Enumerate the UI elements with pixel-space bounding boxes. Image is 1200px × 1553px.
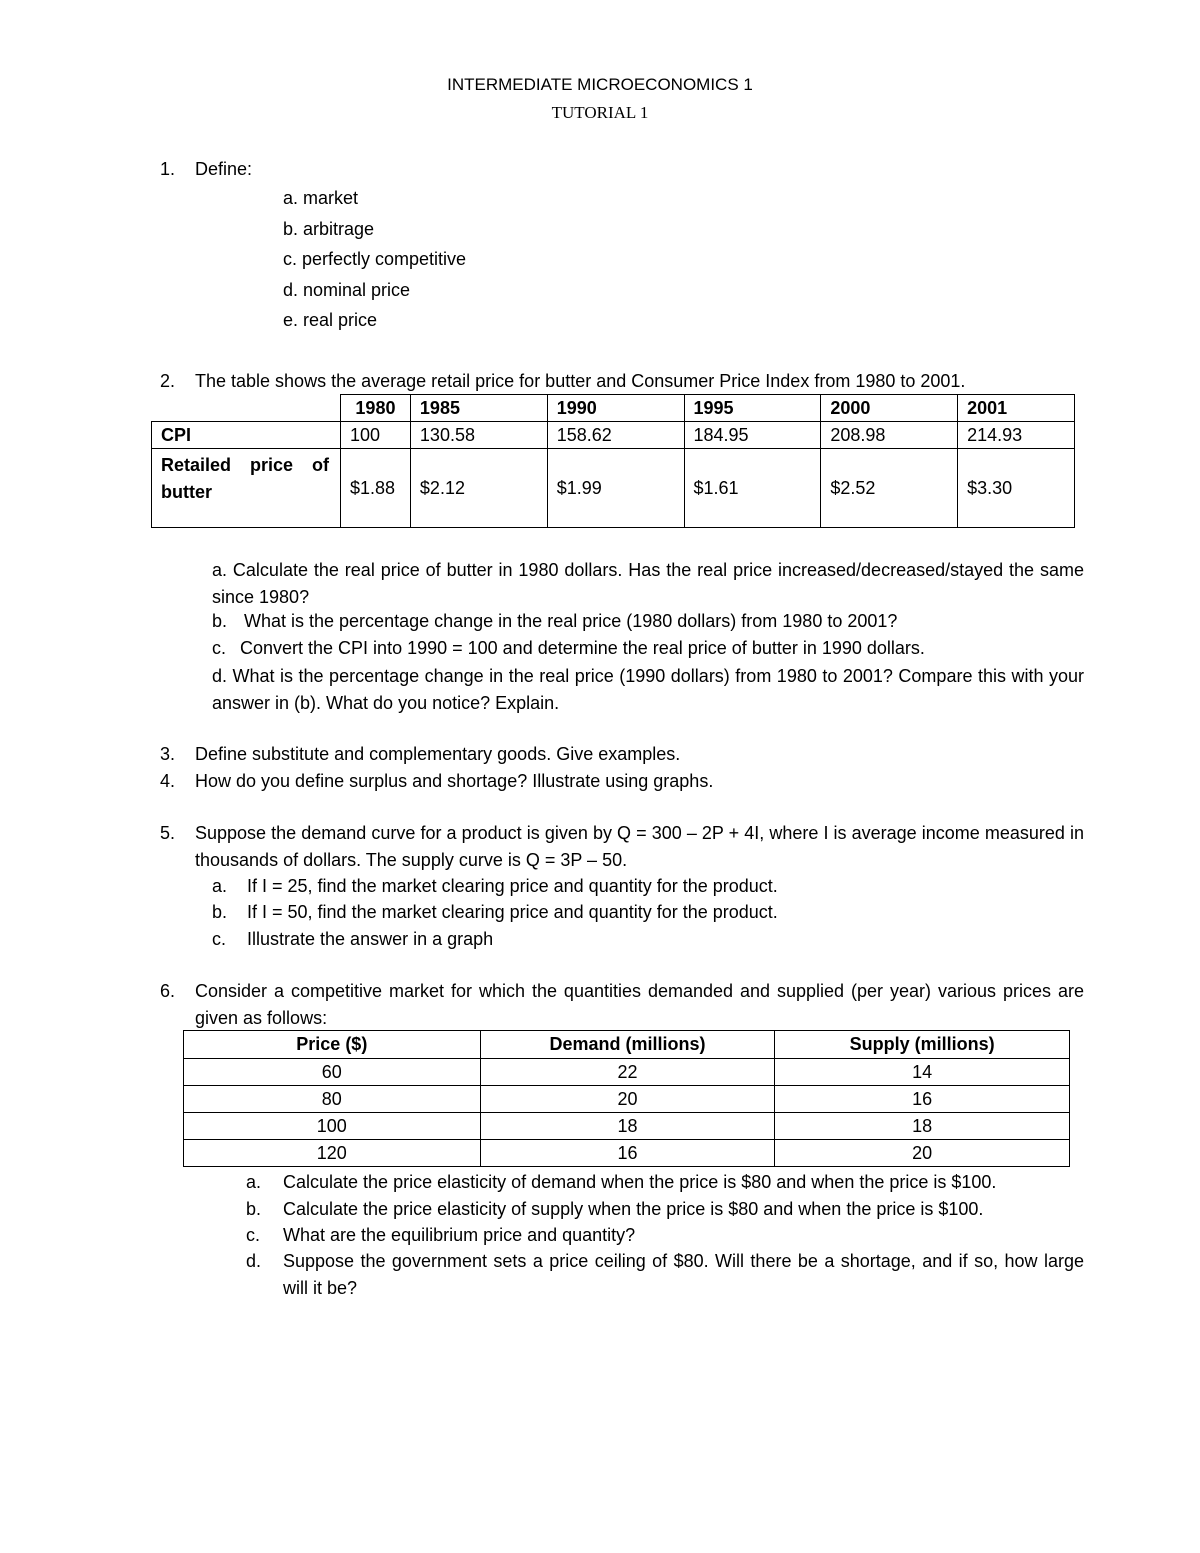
year-cell: 2001 — [958, 395, 1075, 422]
question-6-part-d: Suppose the government sets a price ceiling of $80. Will there be a shortage, and if so, how large will it be? — [283, 1251, 1084, 1298]
question-6-part-b: Calculate the price elasticity of supply when the price is $80 and when the price is $100. — [283, 1199, 984, 1219]
year-cell: 1985 — [410, 395, 547, 422]
question-6-text: Consider a competitive market for which the quantities demanded and supplied (per year) various prices are given as follows: — [195, 981, 1084, 1028]
supply-cell: 14 — [775, 1059, 1070, 1086]
question-2-part-c-label: c. — [212, 638, 227, 658]
year-cell: 1990 — [547, 395, 684, 422]
question-3-number: 3. — [160, 744, 176, 764]
question-6-part-c: What are the equilibrium price and quantity? — [283, 1225, 636, 1245]
question-5-part-c: Illustrate the answer in a graph — [247, 929, 494, 949]
question-2-part-c: Convert the CPI into 1990 = 100 and determine the real price of butter in 1990 dollars. — [240, 638, 925, 658]
header-demand: Demand (millions) — [480, 1031, 775, 1059]
cpi-cell: 208.98 — [821, 422, 958, 449]
price-cell: 100 — [184, 1113, 481, 1140]
table-row — [184, 1059, 1070, 1086]
header-supply: Supply (millions) — [775, 1031, 1070, 1059]
butter-price-cell: $1.88 — [340, 449, 410, 528]
price-cell: 60 — [184, 1059, 481, 1086]
question-1-item-a: a. market — [283, 188, 359, 208]
butter-price-cell: $1.99 — [547, 449, 684, 528]
page-title: INTERMEDIATE MICROECONOMICS 1 — [447, 75, 753, 94]
cpi-butter-table — [151, 394, 1075, 528]
question-5-text: Suppose the demand curve for a product is given by Q = 300 – 2P + 4I, where I is average income measured in thousands of dollars. The supply curve is Q = 3P – 50. — [195, 823, 1084, 870]
price-cell: 80 — [184, 1086, 481, 1113]
table-header-row — [152, 395, 1075, 422]
table-header-row — [184, 1031, 1070, 1059]
cpi-cell: 100 — [340, 422, 410, 449]
question-2-number: 2. — [160, 371, 176, 391]
question-2-part-b-label: b. — [212, 611, 228, 631]
page-subtitle: TUTORIAL 1 — [551, 103, 649, 122]
question-6-part-d-label: d. — [246, 1251, 262, 1271]
supply-cell: 18 — [775, 1113, 1070, 1140]
demand-supply-table — [183, 1030, 1070, 1167]
question-6-part-a-label: a. — [246, 1172, 262, 1192]
question-1-item-e: e. real price — [283, 310, 378, 330]
demand-cell: 16 — [480, 1140, 775, 1167]
question-2-part-d: d. What is the percentage change in the real price (1990 dollars) from 1980 to 2001? Compare this with your answer in (b). What do you notice? Explain. — [212, 666, 1084, 713]
table-corner-cell — [152, 395, 341, 422]
price-cell: 120 — [184, 1140, 481, 1167]
question-4-number: 4. — [160, 771, 176, 791]
question-5-part-a-label: a. — [212, 876, 228, 896]
table-row — [184, 1140, 1070, 1167]
cpi-cell: 214.93 — [958, 422, 1075, 449]
question-5-part-a: If I = 25, find the market clearing price and quantity for the product. — [247, 876, 778, 896]
cpi-row — [152, 422, 1075, 449]
question-3-text: Define substitute and complementary goods. Give examples. — [195, 744, 681, 764]
butter-price-label — [152, 449, 341, 528]
cpi-label: CPI — [152, 422, 341, 449]
supply-cell: 20 — [775, 1140, 1070, 1167]
butter-price-label-line1: Retailed price of — [161, 455, 329, 475]
cpi-cell: 158.62 — [547, 422, 684, 449]
question-2-text: The table shows the average retail price for butter and Consumer Price Index from 1980 to 2001. — [195, 371, 966, 391]
question-6-part-c-label: c. — [246, 1225, 261, 1245]
butter-price-row — [152, 449, 1075, 528]
question-6-part-b-label: b. — [246, 1199, 262, 1219]
question-6-part-a: Calculate the price elasticity of demand when the price is $80 and when the price is $100. — [283, 1172, 997, 1192]
question-5-part-b: If I = 50, find the market clearing price and quantity for the product. — [247, 902, 778, 922]
table-row — [184, 1086, 1070, 1113]
year-cell: 2000 — [821, 395, 958, 422]
question-5-part-b-label: b. — [212, 902, 228, 922]
cpi-cell: 130.58 — [410, 422, 547, 449]
question-5-part-c-label: c. — [212, 929, 227, 949]
question-4-text: How do you define surplus and shortage? Illustrate using graphs. — [195, 771, 714, 791]
cpi-cell: 184.95 — [684, 422, 821, 449]
butter-price-label-line2: butter — [161, 482, 212, 502]
question-1-item-b: b. arbitrage — [283, 219, 375, 239]
butter-price-cell: $2.52 — [821, 449, 958, 528]
butter-price-cell: $3.30 — [958, 449, 1075, 528]
question-1-number: 1. — [160, 159, 176, 179]
butter-price-cell: $1.61 — [684, 449, 821, 528]
butter-price-cell: $2.12 — [410, 449, 547, 528]
header-price: Price ($) — [184, 1031, 481, 1059]
demand-cell: 18 — [480, 1113, 775, 1140]
table-row — [184, 1113, 1070, 1140]
demand-cell: 22 — [480, 1059, 775, 1086]
year-cell: 1980 — [340, 395, 410, 422]
supply-cell: 16 — [775, 1086, 1070, 1113]
year-cell: 1995 — [684, 395, 821, 422]
demand-cell: 20 — [480, 1086, 775, 1113]
question-5-number: 5. — [160, 823, 176, 843]
question-1-item-d: d. nominal price — [283, 280, 411, 300]
question-6-number: 6. — [160, 981, 176, 1001]
question-1-item-c: c. perfectly competitive — [283, 249, 467, 269]
question-2-part-a: a. Calculate the real price of butter in 1980 dollars. Has the real price increased/decreased/stayed the same since 1980? — [212, 560, 1084, 607]
question-1-text: Define: — [195, 159, 253, 179]
question-2-part-b: What is the percentage change in the real price (1980 dollars) from 1980 to 2001? — [244, 611, 898, 631]
